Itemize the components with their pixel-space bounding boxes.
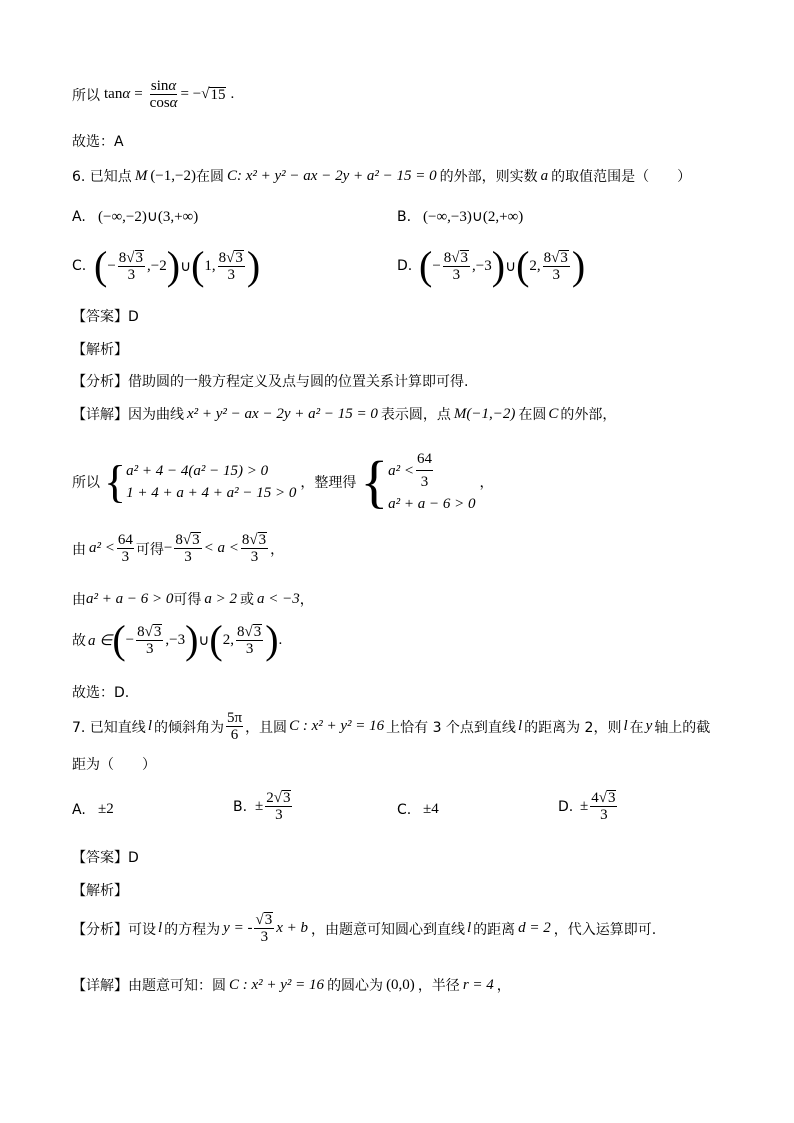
paren-close: ) — [185, 617, 199, 662]
question-7-cont: 距为（ ） — [72, 757, 156, 773]
math-eq: = — [134, 86, 143, 102]
num: 8 — [118, 249, 127, 266]
text: 的距离为 2，则 — [524, 719, 622, 736]
option-7d: D. ± 4√ 3 3 — [558, 790, 616, 823]
frac-8r3-3: 8√ 3 3 — [218, 249, 243, 283]
den: 3 — [600, 807, 608, 823]
den: 3 — [260, 929, 269, 945]
text: 由 — [72, 541, 86, 558]
text: 【分析】可设 — [72, 921, 156, 938]
option-b — [397, 207, 523, 226]
var-l: l — [623, 718, 628, 734]
row: 1 + 4 + a + 4 + a² − 15 > 0 — [126, 484, 297, 501]
paren-close: ) — [571, 243, 586, 288]
text: 在圆 — [518, 407, 547, 423]
rad: 3 — [264, 912, 273, 928]
num-alpha: α — [168, 78, 177, 94]
brace-icon: { — [104, 455, 127, 507]
expr: a ∈ — [88, 632, 113, 649]
option-label: A. — [72, 801, 86, 818]
text: 7. 已知直线 — [72, 719, 146, 736]
detail-7 — [72, 975, 511, 995]
var-l: l — [466, 920, 472, 936]
num: 8 — [241, 532, 250, 548]
q6-text3: 的取值范围是（ ） — [551, 169, 692, 185]
expr: a < −3 — [257, 590, 300, 607]
rad: 3 — [235, 249, 243, 266]
text: 【详解】由题意可知：圆 — [72, 978, 226, 994]
option-label: B. — [233, 798, 248, 815]
minus: − — [163, 540, 173, 556]
system-1 — [104, 457, 296, 507]
option-7c — [397, 801, 439, 818]
text: 的方程为 — [164, 921, 221, 938]
text: 2, — [222, 631, 234, 648]
text: 【详解】因为曲线 — [72, 407, 184, 423]
den: 3 — [420, 474, 429, 490]
num: 8 — [443, 249, 452, 266]
option-c — [72, 244, 260, 288]
num: 8 — [236, 623, 245, 640]
period: . — [278, 631, 283, 648]
answer-choice-prev: 故选：A — [72, 134, 124, 150]
ineq: < a < — [203, 540, 239, 556]
text: 上恰有 3 个点到直线 — [386, 719, 516, 736]
q6-text: 在圆 — [195, 169, 224, 185]
radicand: 15 — [210, 87, 226, 103]
derive-2 — [72, 589, 314, 609]
jiexi-7: 【解析】 — [72, 883, 128, 899]
text: 的外部， — [560, 407, 617, 423]
text: 或 — [240, 592, 254, 608]
text: 的圆心为 — [327, 978, 384, 994]
option-7b: B. ± 2√ 3 3 — [233, 790, 291, 823]
q6-text2: 的外部，则实数 — [439, 169, 538, 185]
text: 在 — [629, 719, 644, 736]
rad: 3 — [192, 532, 200, 548]
pm: ± — [580, 798, 589, 814]
num: 5π — [226, 710, 243, 726]
rad: 3 — [135, 249, 144, 266]
paren-close: ) — [491, 243, 506, 288]
q6-circle-c: C — [226, 167, 237, 184]
rad: 3 — [460, 249, 469, 266]
den: 3 — [127, 266, 136, 283]
option-label: A. — [72, 208, 86, 225]
brace-icon: { — [360, 448, 389, 514]
den-alpha: α — [169, 95, 178, 111]
option-label: C. — [72, 258, 87, 274]
num: 8 — [543, 249, 552, 266]
analysis-7: 【分析】可设 l 的方程为 y = - √ 3 3 x + b ，由题意可知圆心到直线 l 的距离 d = 2 ，代入运算即可. — [72, 912, 657, 945]
union: ∪ — [198, 632, 210, 649]
den: 3 — [227, 266, 235, 283]
option-label: D. — [558, 798, 574, 815]
question-6 — [72, 166, 691, 186]
frac-8r3-3: 8√ 3 3 — [443, 249, 469, 283]
answer-6: 【答案】D — [72, 309, 139, 325]
frac: 8√ 3 3 — [241, 532, 267, 565]
num: 8 — [218, 249, 227, 266]
paren-open: ( — [516, 243, 530, 288]
rad: 3 — [153, 623, 162, 640]
text: 轴上的截 — [654, 719, 711, 736]
pm: ± — [255, 798, 264, 814]
den: 3 — [275, 807, 283, 823]
den: 3 — [452, 266, 461, 283]
den: 3 — [145, 640, 154, 657]
option-7a — [72, 801, 114, 818]
sqrt-15: √ 15 — [201, 86, 226, 103]
paren-close: ) — [246, 243, 261, 288]
rad: 3 — [258, 532, 267, 548]
var-l: l — [517, 718, 523, 734]
text: 表示圆，点 — [380, 407, 451, 423]
q6-intro: 6. 已知点 — [72, 169, 132, 185]
minus: − — [125, 631, 135, 648]
text: ,−3 — [472, 257, 492, 274]
frac: 8√ 3 3 — [236, 623, 262, 657]
option-b-text: (−∞,−3)∪(2,+∞) — [423, 209, 524, 225]
den: 3 — [245, 640, 254, 657]
num: 64 — [416, 448, 433, 471]
period: . — [230, 86, 235, 102]
text: 1, — [204, 257, 216, 274]
paren-close: ) — [166, 243, 181, 288]
paren-open: ( — [112, 617, 126, 662]
paren-open: ( — [94, 243, 108, 288]
frac: 8√ 3 3 — [137, 623, 162, 657]
den: 6 — [230, 727, 239, 743]
fraction-sin-cos — [149, 78, 179, 111]
option-label: D. — [397, 258, 413, 274]
var-y: y — [645, 718, 653, 734]
expr: y = - — [223, 920, 253, 936]
text: ，由题意可知圆心到直线 — [310, 921, 465, 938]
var-l: l — [147, 718, 152, 734]
union: ∪ — [505, 258, 517, 275]
text: 的倾斜角为 — [153, 719, 224, 736]
q6-point-m: M — [134, 167, 148, 184]
line-tan-result — [72, 78, 234, 111]
row: a² + 4 − 4(a² − 15) > 0 — [126, 462, 269, 479]
frac-8r3-3: 8√ 3 3 — [118, 249, 144, 283]
rad: 3 — [253, 623, 262, 640]
systems-line — [72, 448, 494, 515]
minus: − — [432, 257, 441, 274]
row: a² < — [388, 462, 415, 479]
num-sin: sin — [150, 78, 169, 94]
text: ,−3 — [165, 631, 186, 648]
jiexi-6: 【解析】 — [72, 342, 128, 358]
rad: 3 — [282, 790, 291, 806]
math-tan: tan — [104, 86, 123, 102]
choice-6: 故选：D. — [72, 685, 130, 701]
point: M(−1,−2) — [453, 405, 516, 422]
option-label: B. — [397, 208, 412, 225]
text: 可得 — [135, 541, 164, 558]
text: ,−2 — [147, 257, 167, 274]
union: ∪ — [180, 258, 192, 275]
num: 2 — [266, 790, 274, 806]
option-d — [397, 244, 585, 288]
paren-open: ( — [209, 617, 223, 662]
den-cos: cos — [149, 95, 170, 111]
text: ，整理得 — [300, 474, 357, 491]
option-a — [72, 207, 198, 226]
q6-equation: : x² + y² − ax − 2y + a² − 15 = 0 — [237, 167, 437, 184]
option-text: ±4 — [423, 801, 439, 817]
conclusion-6 — [72, 618, 282, 662]
expr: a > 2 — [204, 590, 237, 607]
center: (0,0) — [386, 976, 415, 993]
math-eq-neg: = − — [180, 86, 202, 102]
answer-7: 【答案】D — [72, 850, 139, 866]
radius: r = 4 — [462, 976, 494, 993]
num: 64 — [117, 532, 133, 548]
equation: x² + y² − ax − 2y + a² − 15 = 0 — [187, 405, 378, 422]
text: ，半径 — [417, 978, 460, 994]
text: ，且圆 — [245, 719, 288, 736]
text: 所以 — [72, 474, 100, 491]
row: a² + a − 6 > 0 — [388, 496, 476, 512]
question-7 — [72, 710, 710, 743]
den: 3 — [121, 549, 130, 565]
frac: 8√ 3 3 — [175, 532, 200, 565]
minus: − — [107, 257, 116, 274]
num: 8 — [137, 623, 145, 640]
expr: d = 2 — [518, 920, 551, 936]
rad: 3 — [607, 790, 616, 806]
text: 由 — [72, 592, 86, 608]
equation: C : x² + y² = 16 — [289, 718, 385, 734]
text: ， — [299, 592, 314, 608]
system-2 — [360, 448, 475, 515]
equation: C : x² + y² = 16 — [229, 976, 325, 993]
text: ， — [270, 541, 285, 558]
expr: a² < — [89, 540, 115, 556]
rad: 3 — [560, 249, 568, 266]
expr: a² + a − 6 > 0 — [86, 590, 174, 607]
text: ，代入运算即可. — [553, 921, 657, 938]
den: 3 — [552, 266, 560, 283]
frac-8r3-3: 8√ 3 3 — [543, 249, 568, 283]
text: ， — [479, 474, 494, 491]
q6-coords: (−1,−2) — [150, 167, 196, 184]
text: 所以 — [72, 87, 100, 104]
math-alpha: α — [122, 86, 131, 102]
text: ， — [496, 978, 511, 994]
expr: x + b — [276, 920, 308, 936]
num: 8 — [175, 532, 183, 548]
text: 可得 — [173, 592, 202, 608]
derive-1 — [72, 532, 284, 565]
option-text: ±2 — [98, 801, 114, 817]
paren-open: ( — [419, 243, 433, 288]
paren-close: ) — [265, 617, 279, 662]
num: 4 — [591, 790, 599, 806]
text: 2, — [529, 257, 541, 274]
detail-6 — [72, 404, 616, 424]
den: 3 — [184, 549, 192, 565]
option-a-text: (−∞,−2)∪(3,+∞) — [98, 209, 199, 225]
option-label: C. — [397, 801, 412, 818]
q6-var-a: a — [540, 167, 549, 184]
circle-c: C — [548, 405, 559, 422]
text: 故 — [72, 633, 86, 649]
analysis-6: 【分析】借助圆的一般方程定义及点与圆的位置关系计算即可得. — [72, 374, 469, 390]
text: 的距离 — [473, 921, 516, 938]
paren-open: ( — [191, 243, 205, 288]
den: 3 — [250, 549, 259, 565]
var-l: l — [158, 920, 163, 936]
